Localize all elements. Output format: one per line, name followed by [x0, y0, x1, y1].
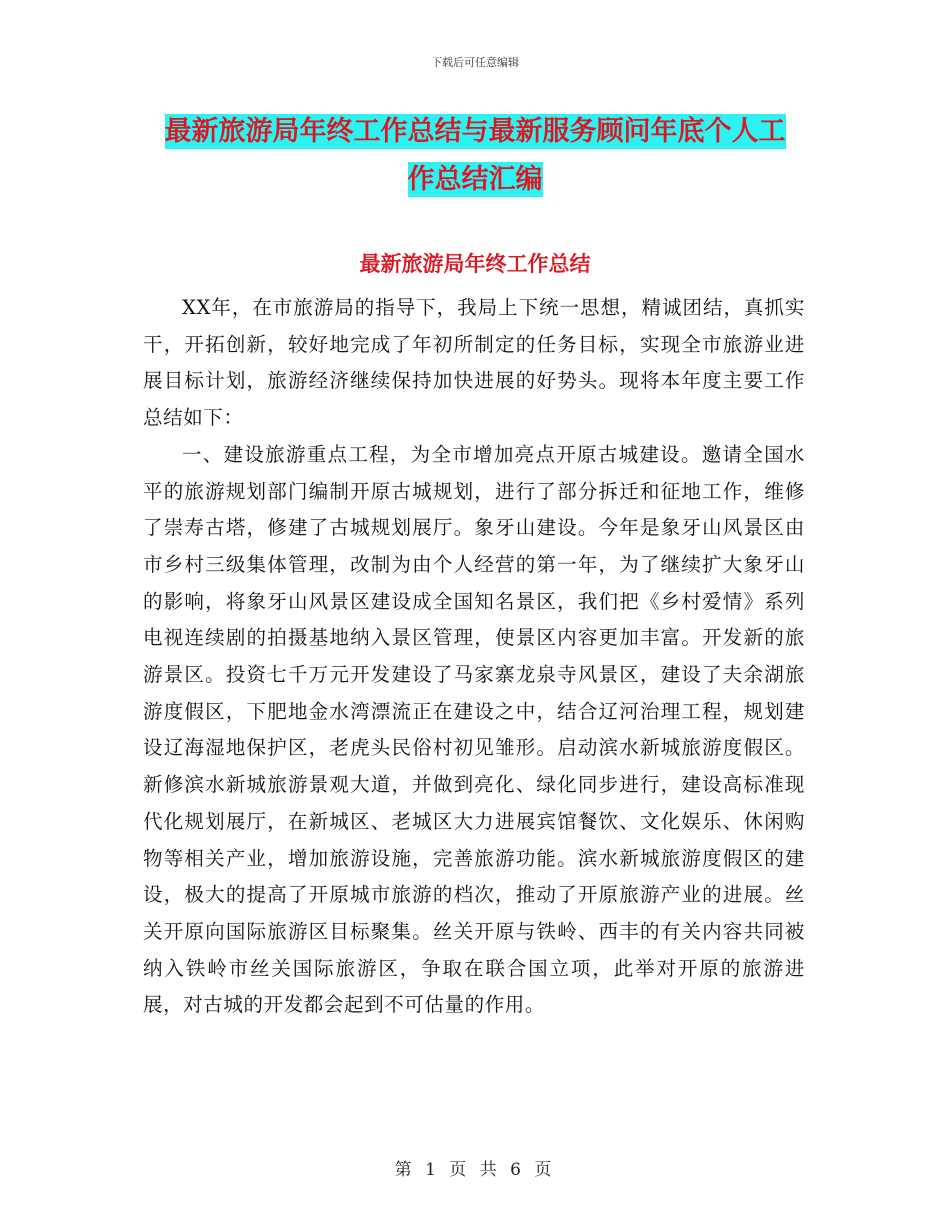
paragraph: XX年，在市旅游局的指导下，我局上下统一思想，精诚团结，真抓实干，开拓创新，较好地完成了年初所制定的任务目标，实现全市旅游业进展目标计划，旅游经济继续保持加快进展的好势头。现将本年度主要工作总结如下：	[143, 296, 805, 430]
document-title-line-1: 最新旅游局年终工作总结与最新服务顾问年底个人工	[164, 116, 786, 147]
document-title-line-2: 作总结汇编	[407, 164, 543, 195]
header-note: 下载后可任意编辑	[431, 56, 519, 69]
document-title	[140, 108, 810, 204]
section-title: 最新旅游局年终工作总结	[359, 252, 591, 276]
paragraph: 一、建设旅游重点工程，为全市增加亮点开原古城建设。邀请全国水平的旅游规划部门编制开原古城规划，进行了部分拆迁和征地工作，维修了崇寿古塔，修建了古城规划展厅。象牙山建设。今年是象牙山风景区由市乡村三级集体管理，改制为由个人经营的第一年，为了继续扩大象牙山的影响，将象牙山风景区建设成全国知名景区，我们把《乡村爱情》系列电视连续剧的拍摄基地纳入景区管理，使景区内容更加丰富。开发新的旅游景区。投资七千万元开发建设了马家寨龙泉寺风景区，建设了夫余湖旅游度假区，下肥地金水湾漂流正在建设之中，结合辽河治理工程，规划建设辽海湿地保护区，老虎头民俗村初见雏形。启动滨水新城旅游度假区。新修滨水新城旅游景观大道，并做到亮化、绿化同步进行，建设高标准现代化规划展厅，在新城区、老城区大力进展宾馆餐饮、文化娱乐、休闲购物等相关产业，增加旅游设施，完善旅游功能。滨水新城旅游度假区的建设，极大的提高了开原城市旅游的档次，推动了开原旅游产业的进展。丝关开原向国际旅游区目标聚集。丝关开原与铁岭、西丰的有关内容共同被纳入铁岭市丝关国际旅游区，争取在联合国立项，此举对开原的旅游进展，对古城的开发都会起到不可估量的作用。	[143, 442, 805, 1017]
page-number: 第 1 页 共 6 页	[394, 1160, 556, 1180]
body-text	[143, 290, 805, 1024]
